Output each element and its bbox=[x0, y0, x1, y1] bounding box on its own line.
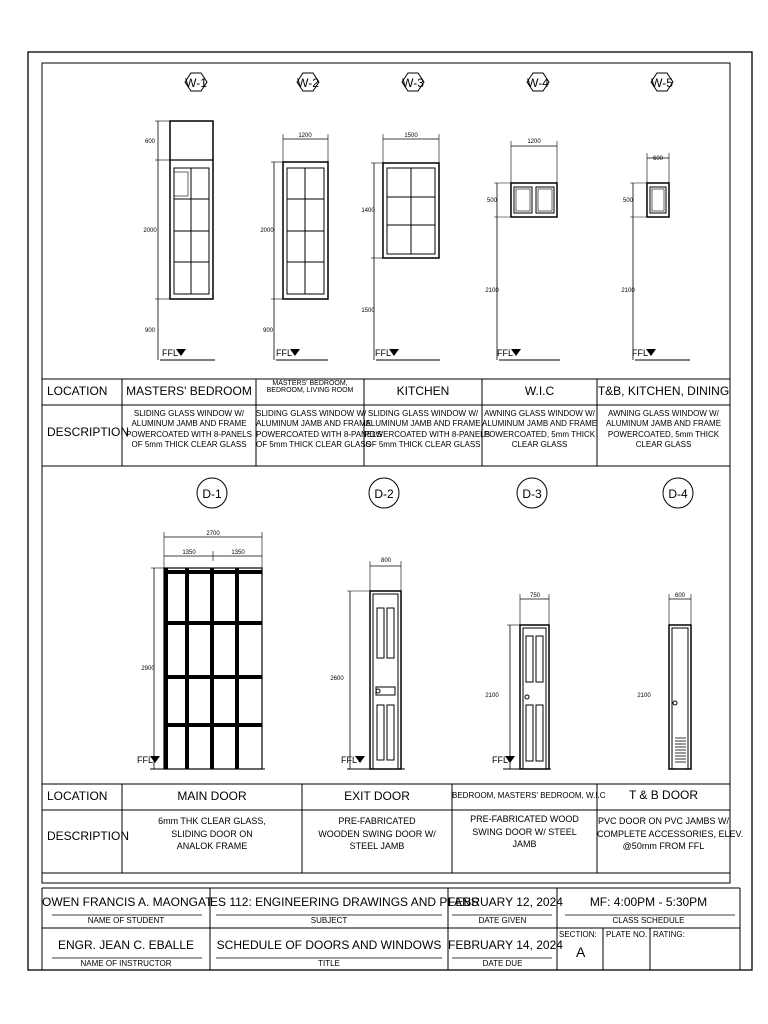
door-d3-location: BEDROOM, MASTERS' BEDROOM, W.I.C bbox=[452, 791, 606, 800]
desc-line: OF 5mm THICK CLEAR GLASS bbox=[131, 440, 247, 450]
tag-w3: W-3 bbox=[402, 76, 424, 90]
ffl-label-d2: FFL bbox=[341, 755, 358, 765]
window-w3-description bbox=[364, 409, 490, 451]
desc-line: CLEAR GLASS bbox=[635, 440, 692, 450]
door-d2-location: EXIT DOOR bbox=[344, 789, 410, 803]
rating-label: RATING: bbox=[653, 930, 685, 939]
desc-line: POWERCOATED, 5mm THICK bbox=[607, 429, 720, 439]
desc-line: SLIDING GLASS WINDOW W/ bbox=[133, 409, 245, 418]
desc-line: JAMB bbox=[512, 839, 537, 850]
door-description-header: DESCRIPTION bbox=[47, 829, 130, 843]
door-d4-location: T & B DOOR bbox=[628, 788, 699, 802]
dim-w4-height: 500 bbox=[486, 198, 498, 204]
sheet-title: SCHEDULE OF DOORS AND WINDOWS bbox=[216, 938, 442, 952]
student-caption: NAME OF STUDENT bbox=[87, 916, 165, 925]
window-w2-location-line2: BEDROOM, LIVING ROOM bbox=[266, 387, 354, 395]
desc-line: PRE-FABRICATED bbox=[338, 816, 416, 826]
ffl-label-w4: FFL bbox=[497, 348, 514, 358]
ffl-label-d1: FFL bbox=[137, 755, 154, 765]
desc-line: POWERCOATED, 5mm THICK bbox=[483, 429, 596, 439]
class-schedule: MF: 4:00PM - 5:30PM bbox=[589, 895, 708, 909]
title-caption: TITLE bbox=[318, 959, 340, 968]
desc-line: ALUMINUM JAMB AND FRAME bbox=[365, 419, 481, 429]
window-w3-location: KITCHEN bbox=[396, 384, 450, 398]
date-due: FEBRUARY 14, 2024 bbox=[448, 938, 563, 952]
dim-w5-height: 500 bbox=[622, 198, 634, 204]
ffl-label-w3: FFL bbox=[375, 348, 392, 358]
door-d1-location: MAIN DOOR bbox=[177, 789, 247, 803]
dim-w3-height: 1400 bbox=[361, 208, 375, 214]
date-due-caption: DATE DUE bbox=[482, 959, 523, 968]
desc-line: ALUMINUM JAMB AND FRAME bbox=[605, 419, 722, 429]
dim-d1-half-right: 1350 bbox=[231, 550, 245, 556]
dim-w4-sill: 2100 bbox=[485, 288, 499, 294]
dim-d3-width: 750 bbox=[529, 593, 541, 599]
door-d1-description bbox=[122, 815, 302, 853]
dim-d2-height: 2600 bbox=[330, 676, 344, 682]
dim-w1-sill: 900 bbox=[144, 328, 156, 334]
desc-line: POWERCOATED WITH 8-PANELS bbox=[256, 429, 382, 439]
dim-w2-height: 2000 bbox=[260, 228, 274, 234]
class-schedule-caption: CLASS SCHEDULE bbox=[612, 916, 685, 925]
window-w5-description bbox=[597, 409, 730, 451]
dim-w1-top: 600 bbox=[144, 139, 156, 145]
subject: ES 112: ENGINEERING DRAWINGS AND PLANS bbox=[210, 895, 479, 909]
dim-w4-width: 1200 bbox=[527, 139, 541, 145]
tag-w2: W-2 bbox=[297, 76, 319, 90]
dim-d4-width: 600 bbox=[674, 593, 686, 599]
date-given-caption: DATE GIVEN bbox=[478, 916, 527, 925]
desc-line: SLIDING DOOR ON bbox=[171, 828, 253, 839]
tag-d1: D-1 bbox=[202, 487, 222, 501]
door-d4-description bbox=[597, 815, 744, 853]
instructor-name: ENGR. JEAN C. EBALLE bbox=[57, 938, 195, 952]
door-d2-description bbox=[302, 815, 452, 853]
dim-d2-width: 800 bbox=[380, 558, 392, 564]
desc-line: SWING DOOR W/ STEEL bbox=[472, 826, 577, 837]
desc-line: OF 5mm THICK CLEAR GLASS bbox=[365, 440, 481, 450]
date-given: FEBRUARY 12, 2024 bbox=[448, 895, 563, 909]
subject-caption: SUBJECT bbox=[310, 916, 348, 925]
dim-w2-width: 1200 bbox=[298, 133, 312, 139]
desc-line: POWERCOATED WITH 8-PANELS bbox=[364, 429, 490, 439]
tag-w1: W-1 bbox=[185, 76, 207, 90]
desc-line: @50mm FROM FFL bbox=[622, 841, 705, 852]
window-w5-location: T&B, KITCHEN, DINING bbox=[597, 384, 730, 398]
desc-line: ANALOK FRAME bbox=[176, 841, 248, 852]
door-d3-description bbox=[452, 813, 597, 851]
ffl-label-w1: FFL bbox=[162, 348, 179, 358]
desc-line: ALUMINUM JAMB AND FRAME bbox=[131, 419, 247, 429]
desc-line: COMPLETE ACCESSORIES, ELEV. bbox=[597, 828, 744, 839]
dim-w3-width: 1500 bbox=[404, 133, 418, 139]
dim-w2-sill: 900 bbox=[262, 328, 274, 334]
desc-line: 6mm THK CLEAR GLASS, bbox=[158, 816, 266, 826]
desc-line: WOODEN SWING DOOR W/ bbox=[318, 828, 436, 839]
tag-d3: D-3 bbox=[522, 487, 542, 501]
dim-w5-sill: 2100 bbox=[621, 288, 635, 294]
ffl-label-w2: FFL bbox=[276, 348, 293, 358]
window-w1-location: MASTERS' BEDROOM bbox=[126, 384, 252, 398]
dim-w5-width: 600 bbox=[652, 156, 664, 162]
window-w2-description bbox=[256, 409, 382, 451]
student-name: OWEN FRANCIS A. MAONGAT bbox=[42, 895, 213, 909]
desc-line: SLIDING GLASS WINDOW W/ bbox=[367, 409, 479, 418]
section-value: A bbox=[576, 944, 586, 960]
tag-w4: W-4 bbox=[527, 76, 549, 90]
window-w2-location bbox=[256, 380, 364, 395]
dim-d1-half-left: 1350 bbox=[182, 550, 196, 556]
window-w1-description bbox=[122, 409, 256, 451]
ffl-label-d3: FFL bbox=[492, 755, 509, 765]
desc-line: PRE-FABRICATED WOOD bbox=[470, 814, 579, 824]
dim-d1-width: 2700 bbox=[206, 531, 220, 537]
tag-d2: D-2 bbox=[374, 487, 394, 501]
desc-line: PVC DOOR ON PVC JAMBS W/ bbox=[597, 816, 729, 826]
desc-line: POWERCOATED WITH 8-PANELS bbox=[126, 429, 252, 439]
window-description-header: DESCRIPTION bbox=[47, 425, 130, 439]
desc-line: ALUMINUM JAMB AND FRAME bbox=[482, 419, 598, 429]
dim-w3-sill: 1500 bbox=[361, 308, 375, 314]
window-w2-location-line1: MASTERS' BEDROOM, bbox=[272, 380, 348, 387]
desc-line: ALUMINUM JAMB AND FRAME bbox=[256, 419, 372, 429]
section-label: SECTION: bbox=[559, 930, 597, 939]
tag-d4: D-4 bbox=[668, 487, 688, 501]
window-w4-description bbox=[482, 409, 597, 451]
plate-no-label: PLATE NO. bbox=[606, 930, 648, 939]
window-location-header: LOCATION bbox=[47, 384, 108, 398]
window-w4-location: W.I.C bbox=[524, 384, 555, 398]
desc-line: OF 5mm THICK CLEAR GLASS bbox=[256, 440, 371, 450]
instructor-caption: NAME OF INSTRUCTOR bbox=[80, 959, 172, 968]
dim-w1-height: 2000 bbox=[143, 228, 157, 234]
dim-d4-height: 2100 bbox=[637, 693, 651, 699]
desc-line: AWNING GLASS WINDOW W/ bbox=[484, 409, 595, 418]
desc-line: SLIDING GLASS WINDOW W/ bbox=[256, 409, 367, 418]
desc-line: AWNING GLASS WINDOW W/ bbox=[608, 409, 719, 418]
desc-line: CLEAR GLASS bbox=[511, 440, 568, 450]
ffl-label-w5: FFL bbox=[632, 348, 649, 358]
dim-d3-height: 2100 bbox=[485, 693, 499, 699]
dim-d1-height: 2900 bbox=[141, 666, 155, 672]
door-location-header: LOCATION bbox=[47, 789, 108, 803]
tag-w5: W-5 bbox=[651, 76, 673, 90]
desc-line: STEEL JAMB bbox=[349, 841, 405, 852]
